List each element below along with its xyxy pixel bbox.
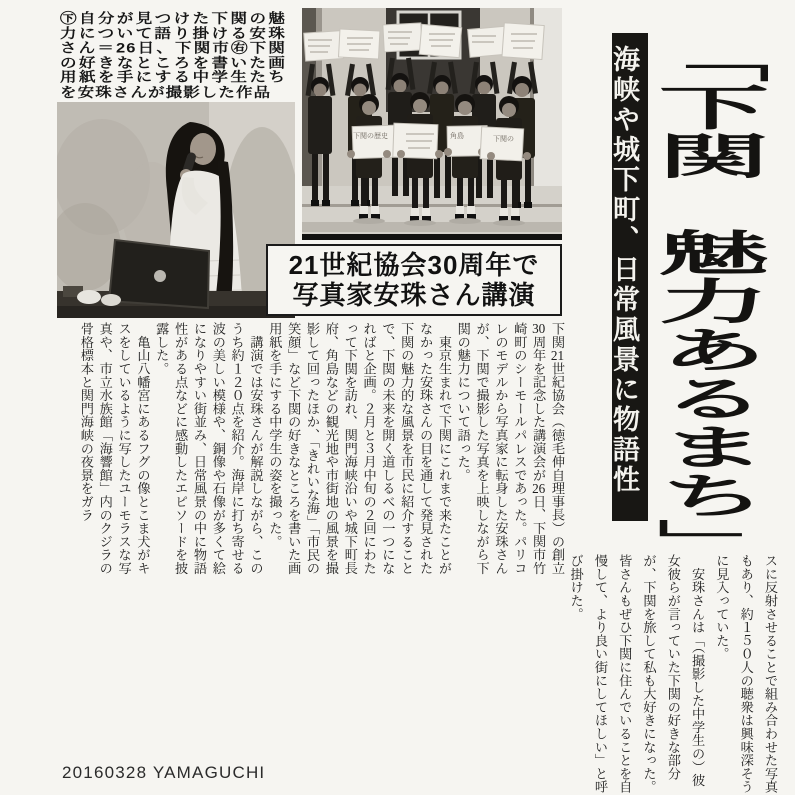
lecture-caption-box bbox=[266, 244, 562, 316]
article-body-main: 下関21世紀協会（徳毛伸自理事長）の創立30周年を記念した講演会が26日、下関市竹崎町のシーモールパレスであった。パリコレのモデルから写真家に転身した安珠さんが、下関で撮影した写真を上映しながら下関の魅力について語った。 東京生まれで下関にこれまで来たことがなかった安珠さんの目を通して発見された下関の魅力的な風景を市民に紹介することで、下関の未来を開く道しるべの一つになればと企画。２月と３月中旬の２回にわたって下関を訪れ、関門海峡沿いや城下町長府、角島などの観光地や市街地の風景を撮影して回ったほか、「きれいな海」「市民の笑顔」など下関の好きなところを書いた画用紙を手にする中学生の姿を撮った。 講演では安珠さんが解説しながら、このうち約１２０点を紹介。海岸に打ち寄せる波の美しい模様や、銅像や石像が多くて絵になりやすい街並み、日常風景の中に物語性がある点などに感動したエピソードを披露した。 亀山八幡宮にあるフグの像とこま犬がキスをしているように写したユーモラスな写真や、市立水族館「海響館」内のクジラの骨格標本と関門海峡の夜景をガラ bbox=[78, 322, 565, 575]
lecture-caption-line2: 写真家安珠さん講演 bbox=[292, 280, 536, 310]
scan-credit: 20160328 YAMAGUCHI bbox=[62, 763, 266, 782]
sign-text: 角島 bbox=[450, 132, 464, 140]
photo-caption: ㊦自分が見つけた下関の魅力について語り掛ける安珠さん＝26日、下関市㊨下関の好きなところを書いた画用紙を手にする中学生たちを安珠さんが撮影した作品 bbox=[60, 11, 286, 100]
main-headline: 「下関 魅力あるまち」 bbox=[641, 34, 764, 568]
sign-text: 下関の歴史 bbox=[353, 132, 388, 140]
subheadline-bar: 海峡や城下町、日常風景に物語性 bbox=[612, 33, 648, 521]
sign bbox=[480, 127, 524, 161]
sign-text: 下関の bbox=[493, 135, 514, 143]
lecture-caption-line1: 21世紀協会30周年で bbox=[288, 250, 540, 280]
article-body-continued: スに反射させることで組み合わせた写真もあり、約１５０人の聴衆は興味深そうに見入っていた。 安珠さんは「（撮影した中学生の）彼女彼らが言っていた下関の好きな部分が、下関を旅して私も大好きになった。皆さんもぜひ下関に住んでいることを自慢して、より良い街にしてほしい」と呼び掛けた。 bbox=[568, 554, 778, 794]
cup bbox=[77, 290, 101, 304]
speaker-photo bbox=[57, 102, 295, 318]
students-photo bbox=[302, 8, 562, 240]
